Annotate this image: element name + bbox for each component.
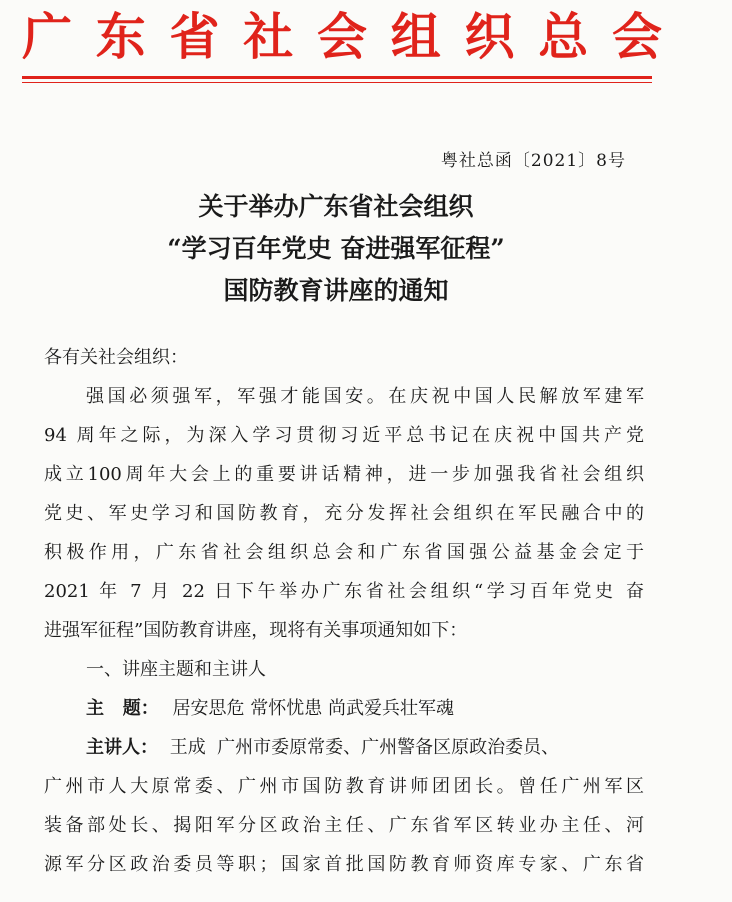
title-line: 关于举办广东省社会组织: [198, 192, 474, 221]
paragraph-line: 积极作用，广东省社会组织总会和广东省国强公益基金会定于: [44, 542, 644, 563]
letterhead-char: 会: [317, 7, 367, 66]
letterhead-char: 会: [612, 7, 662, 66]
letterhead-org-name: [22, 6, 662, 68]
title-line: 国防教育讲座的通知: [223, 276, 449, 305]
letterhead-char: 织: [464, 7, 515, 66]
letterhead-rule-thick: [22, 76, 652, 79]
letterhead-char: 广: [22, 7, 72, 66]
letterhead-char: 省: [169, 7, 220, 66]
letterhead-rule-thin: [22, 82, 652, 83]
document-title: [0, 186, 672, 312]
speaker-row: [44, 728, 644, 767]
speaker-line: 广州市人大原常委、广州市国防教育讲师团团长。曾任广州军区: [44, 776, 644, 797]
paragraph-line: 强国必须强军，军强才能国安。在庆祝中国人民解放军建军: [86, 386, 644, 407]
paragraph-line: 2021 年 7 月 22 日下午举办广东省社会组织“学习百年党史 奋: [44, 581, 644, 602]
document-number: 粤社总函〔2021〕8号: [440, 151, 626, 171]
speaker-line: 源军分区政治委员等职；国家首批国防教育师资库专家、广东省: [44, 854, 644, 875]
speaker-line: 王成 广州市委原常委、广州警备区原政治委员、: [169, 737, 560, 758]
section-heading: 一、讲座主题和主讲人: [86, 659, 266, 680]
paragraph-line: 成立100周年大会上的重要讲话精神，进一步加强我省社会组织: [44, 464, 644, 485]
title-line: “学习百年党史 奋进强军征程”: [167, 234, 505, 263]
theme-row: [44, 689, 644, 728]
salutation: 各有关社会组织：: [44, 347, 188, 368]
document-body: [44, 338, 644, 884]
speaker-line: 装备部处长、揭阳军分区政治主任、广东省军区转业办主任、河: [44, 815, 644, 836]
speaker-label: 主讲人：: [86, 737, 158, 758]
paragraph-line: 进强军征程”国防教育讲座，现将有关事项通知如下：: [44, 620, 468, 641]
letterhead-char: 组: [390, 7, 441, 66]
paragraph-line: 党史、军史学习和国防教育，充分发挥社会组织在军民融合中的: [44, 503, 644, 524]
letterhead-char: 东: [95, 7, 146, 66]
theme-label: 主 题：: [86, 698, 159, 719]
theme-value: 居安思危 常怀忧患 尚武爱兵壮军魂: [172, 698, 454, 719]
letterhead-char: 社: [243, 7, 294, 66]
letterhead-char: 总: [538, 7, 589, 66]
paragraph-line: 94 周年之际，为深入学习贯彻习近平总书记在庆祝中国共产党: [44, 425, 644, 446]
